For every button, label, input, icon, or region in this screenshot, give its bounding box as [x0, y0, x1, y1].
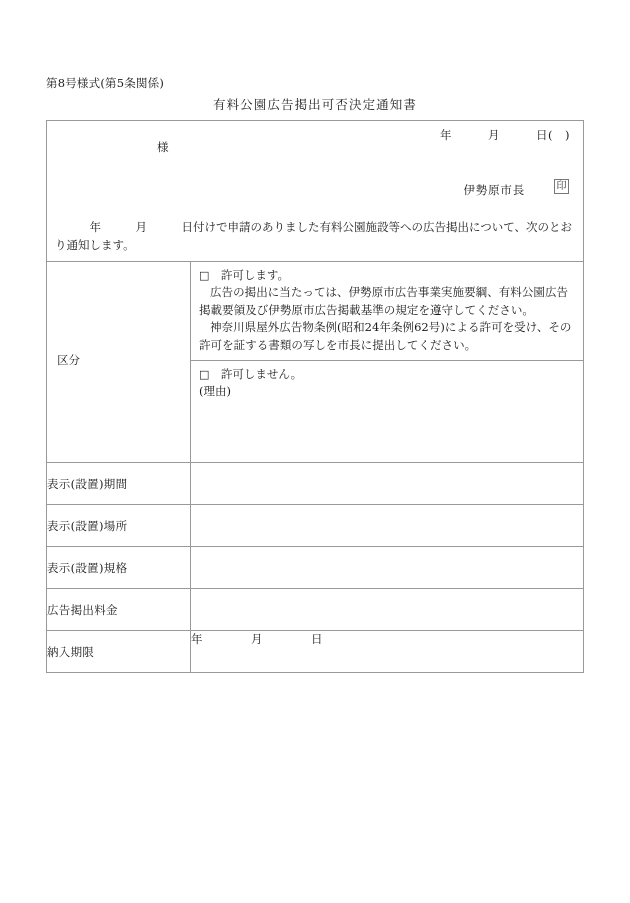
kubun-body-cell: [191, 262, 584, 463]
row-label-payment-deadline: 納入期限: [47, 631, 191, 673]
deny-block: [191, 361, 583, 453]
table-row-kubun: [47, 262, 583, 463]
deny-checkbox-icon[interactable]: □: [199, 368, 210, 381]
permit-paragraph-2: 神奈川県屋外広告物条例(昭和24年条例62号)による許可を受け、その許可を証する書類の写しを市長に提出してください。: [199, 320, 572, 352]
permit-block: [191, 262, 583, 361]
kubun-label: 区分: [57, 353, 80, 367]
form-code: 第8号様式(第5条関係): [46, 76, 165, 90]
permit-check-line: [199, 267, 575, 284]
form-frame: [46, 120, 584, 673]
form-rows-table: [47, 262, 583, 672]
table-row-display-period: [47, 463, 583, 505]
issue-date-line: 年 月 日( ): [440, 128, 570, 142]
row-label-display-period: 表示(設置)期間: [47, 463, 191, 505]
row-value-display-location[interactable]: [191, 505, 584, 547]
deny-reason-label: (理由): [199, 384, 231, 398]
document-title: 有料公園広告掲出可否決定通知書: [212, 97, 417, 112]
row-value-ad-fee[interactable]: [191, 589, 584, 631]
intro-paragraph: 年 月 日付けで申請のありました有料公園施設等への広告掲出について、次のとおり通知します。: [55, 220, 573, 252]
row-value-display-period[interactable]: [191, 463, 584, 505]
row-label-display-location: 表示(設置)場所: [47, 505, 191, 547]
row-value-payment-deadline[interactable]: 年 月 日: [191, 631, 584, 673]
addressee-line: 様: [157, 140, 169, 154]
row-label-display-spec: 表示(設置)規格: [47, 547, 191, 589]
permit-paragraph-1: 広告の掲出に当たっては、伊勢原市広告事業実施要綱、有料公園広告掲載要領及び伊勢原市広告掲載基準の規定を遵守してください。: [199, 285, 569, 317]
row-value-display-spec[interactable]: [191, 547, 584, 589]
table-row-payment-deadline: [47, 631, 583, 673]
table-row-ad-fee: [47, 589, 583, 631]
kubun-label-cell: [47, 262, 191, 463]
deny-check-line: [199, 366, 575, 383]
issuer-name: 伊勢原市長: [463, 183, 525, 197]
permit-label: 許可します。: [220, 268, 289, 282]
deny-label: 許可しません。: [220, 367, 303, 381]
seal-stamp-box: 印: [554, 179, 569, 194]
permit-checkbox-icon[interactable]: □: [199, 269, 210, 282]
table-row-display-spec: [47, 547, 583, 589]
letterhead-section: [47, 121, 583, 262]
row-label-ad-fee: 広告掲出料金: [47, 589, 191, 631]
table-row-display-location: [47, 505, 583, 547]
